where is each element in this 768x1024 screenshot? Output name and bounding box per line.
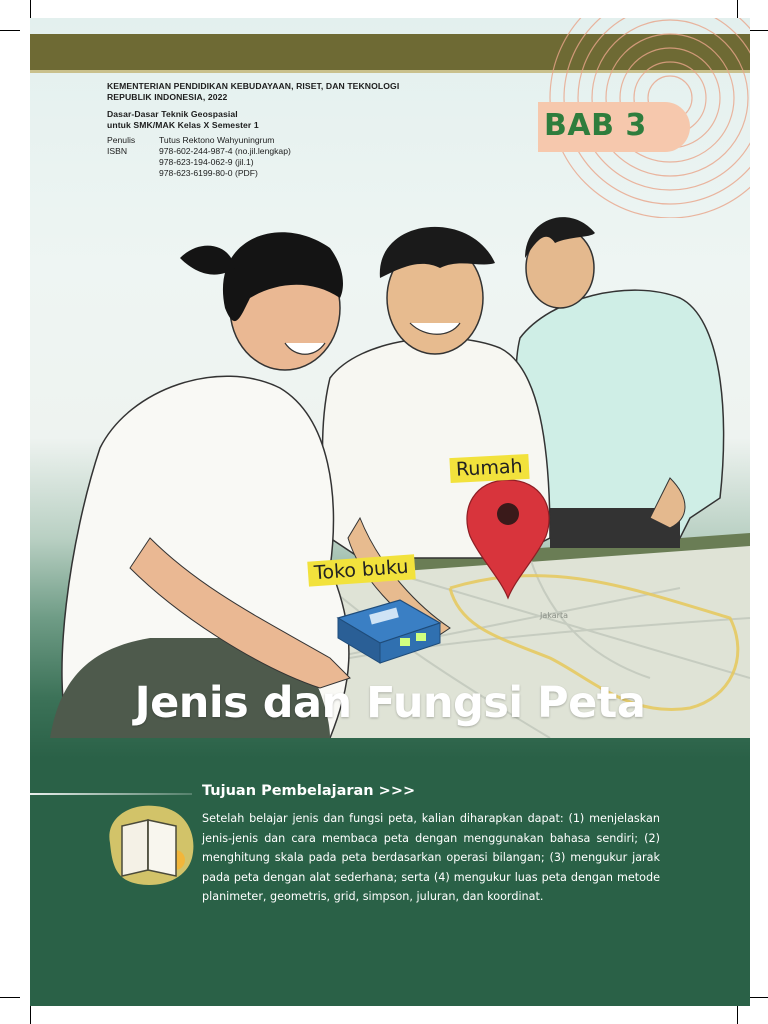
book-subtitle: untuk SMK/MAK Kelas X Semester 1 (107, 120, 259, 130)
crop-mark (0, 997, 20, 998)
crop-mark (30, 1004, 31, 1024)
isbn-label: ISBN (107, 146, 128, 156)
label-rumah: Rumah (449, 454, 529, 483)
crop-mark (737, 0, 738, 20)
chapter-title: Jenis dan Fungsi Peta (134, 678, 646, 728)
objectives-divider (30, 793, 192, 795)
author-name: Tutus Rektono Wahyuningrum (159, 135, 275, 145)
isbn-value: 978-623-6199-80-0 (PDF) (159, 168, 258, 178)
label-toko-buku: Toko buku (307, 554, 415, 586)
book-cover (30, 18, 750, 1006)
open-book-icon (100, 798, 200, 888)
crop-mark (748, 30, 768, 31)
publisher-line-1: KEMENTERIAN PENDIDIKAN KEBUDAYAAN, RISET, DAN TEKNOLOGI (107, 81, 400, 91)
crop-mark (0, 30, 20, 31)
crop-mark (748, 997, 768, 998)
chapter-label: BAB 3 (544, 108, 647, 143)
cover-illustration (30, 118, 750, 738)
publisher-line-2: REPUBLIK INDONESIA, 2022 (107, 92, 228, 102)
book-title: Dasar-Dasar Teknik Geospasial (107, 109, 238, 119)
crop-mark (737, 1004, 738, 1024)
crop-mark (30, 0, 31, 20)
map-label-jakarta: Jakarta (540, 611, 568, 620)
author-label: Penulis (107, 135, 136, 145)
objectives-heading: Tujuan Pembelajaran >>> (202, 783, 416, 799)
isbn-value: 978-623-194-062-9 (jil.1) (159, 157, 254, 167)
objectives-text: Setelah belajar jenis dan fungsi peta, kalian diharapkan dapat: (1) menjelaskan jenis-jenis dan cara membaca peta dengan menggunakan bahasa sendiri; (2) menghitung skala pada peta berdasarkan operasi bilangan; (3) mengukur jarak pada peta dengan alat sederhana; serta (4) mengukur luas peta dengan metode planimeter, geometris, grid, simpson, juluran, dan koordinat. (202, 812, 660, 903)
girl-figure (50, 232, 350, 738)
isbn-value: 978-602-244-987-4 (no.jil.lengkap) (159, 146, 291, 156)
